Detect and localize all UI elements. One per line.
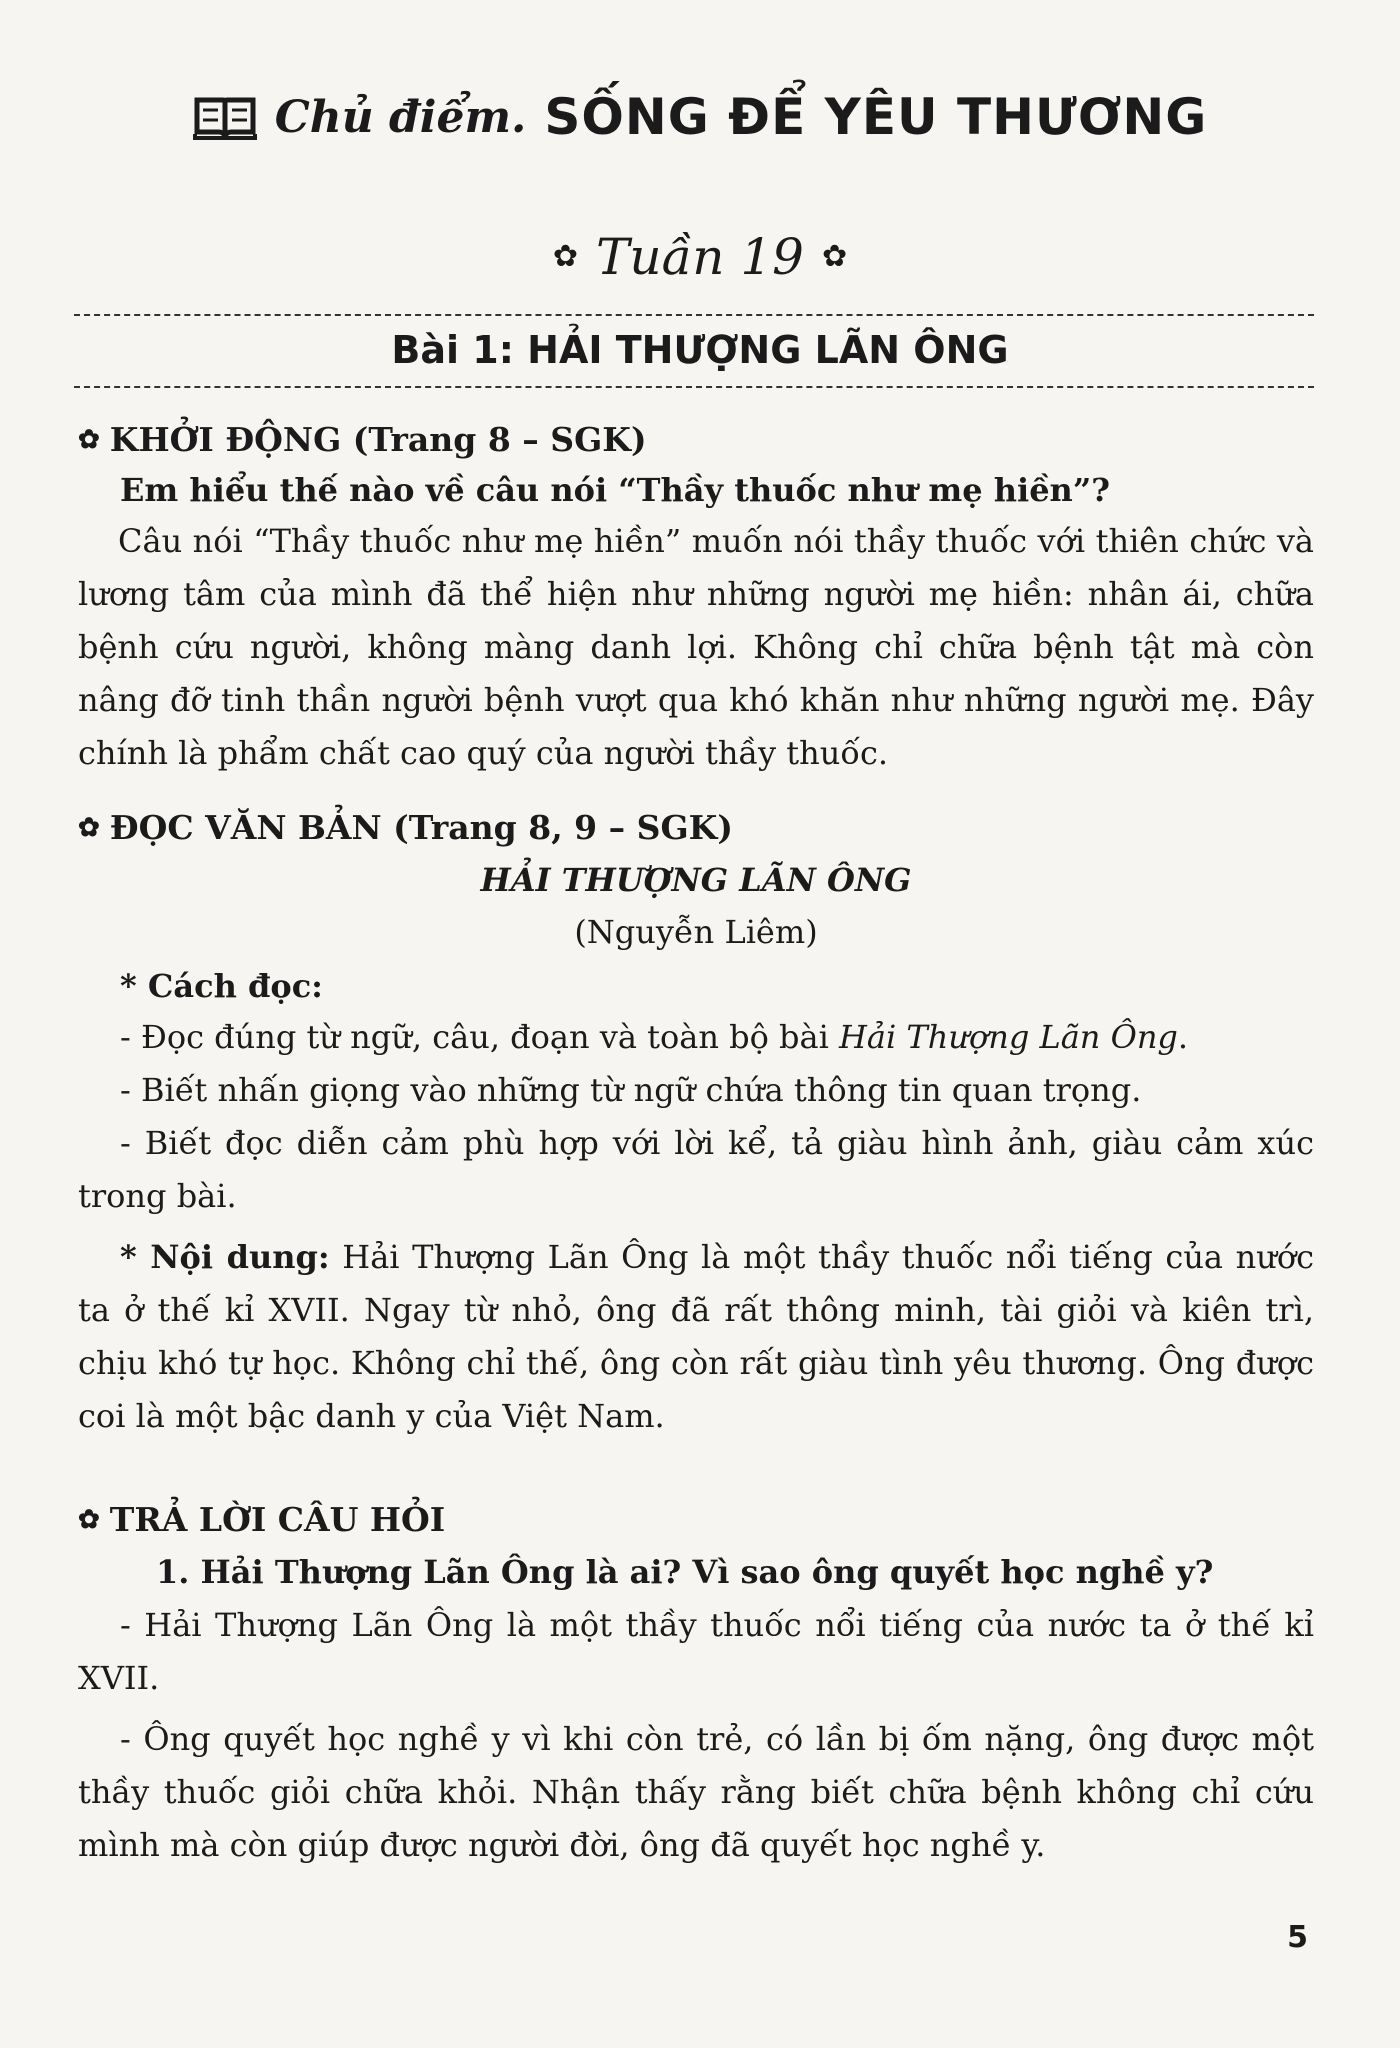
- how-item-italic: Hải Thượng Lãn Ông: [838, 1018, 1178, 1056]
- answers-heading-text: TRẢ LỜI CÂU HỎI: [109, 1500, 446, 1539]
- lesson-title: Bài 1: HẢI THƯỢNG LÃN ÔNG: [391, 328, 1009, 372]
- content-paragraph: [78, 1231, 1314, 1443]
- reading-section: [78, 808, 1314, 1443]
- theme-header: [0, 88, 1400, 146]
- reading-heading: [78, 808, 1314, 847]
- warmup-heading: [78, 420, 1314, 459]
- answer-1-part-1: - Hải Thượng Lãn Ông là một thầy thuốc nổi tiếng của nước ta ở thế kỉ XVII.: [78, 1606, 1314, 1697]
- how-item-3: - Biết đọc diễn cảm phù hợp với lời kể, tả giàu hình ảnh, giàu cảm xúc trong bài.: [78, 1124, 1314, 1215]
- week-label: Tuần 19: [596, 228, 804, 286]
- divider-bottom: [74, 386, 1314, 388]
- flower-icon: ✿: [78, 1504, 100, 1535]
- how-item-suffix: .: [1177, 1018, 1189, 1056]
- answer-1-part-2: - Ông quyết học nghề y vì khi còn trẻ, có lần bị ốm nặng, ông được một thầy thuốc giỏi chữa khỏi. Nhận thấy rằng biết chữa bệnh không chỉ cứu mình mà còn giúp được người đời, ông đã quyết học nghề y.: [78, 1720, 1314, 1864]
- warmup-question: Em hiểu thế nào về câu nói “Thầy thuốc như mẹ hiền”?: [120, 471, 1110, 509]
- text-title: HẢI THƯỢNG LÃN ÔNG: [480, 861, 912, 899]
- how-item-1: [78, 1011, 1314, 1064]
- how-item-text: - Đọc đúng từ ngữ, câu, đoạn và toàn bộ bài: [120, 1018, 839, 1056]
- warmup-heading-text: KHỞI ĐỘNG (Trang 8 – SGK): [109, 420, 647, 459]
- how-item-2: - Biết nhấn giọng vào những từ ngữ chứa thông tin quan trọng.: [120, 1071, 1142, 1109]
- flower-icon: ✿: [78, 424, 100, 455]
- flower-icon: ✿: [821, 239, 848, 274]
- week-heading: [0, 228, 1400, 286]
- divider-top: [74, 314, 1314, 316]
- warmup-answer: Câu nói “Thầy thuốc như mẹ hiền” muốn nói thầy thuốc với thiên chức và lương tâm của mình đã thể hiện như những người mẹ hiền: nhân ái, chữa bệnh cứu người, không màng danh lợi. Không chỉ chữa bệnh tật mà còn nâng đỡ tinh thần người bệnh vượt qua khó khăn như những người mẹ. Đây chính là phẩm chất cao quý của người thầy thuốc.: [78, 522, 1314, 772]
- how-to-read-label: * Cách đọc:: [120, 967, 323, 1005]
- content-text: Hải Thượng Lãn Ông là một thầy thuốc nổi tiếng của nước ta ở thế kỉ XVII. Ngay từ nhỏ, ông đã rất thông minh, tài giỏi và kiên trì, chịu khó tự học. Không chỉ thế, ông còn rất giàu tình yêu thương. Ông được coi là một bậc danh y của Việt Nam.: [78, 1238, 1315, 1435]
- reading-heading-text: ĐỌC VĂN BẢN (Trang 8, 9 – SGK): [109, 808, 733, 847]
- content-label: * Nội dung:: [120, 1238, 330, 1276]
- flower-icon: ✿: [552, 239, 579, 274]
- flower-icon: ✿: [78, 812, 100, 843]
- answers-heading: [78, 1500, 1314, 1539]
- theme-label: Chủ điểm.: [274, 91, 527, 143]
- answers-section: [78, 1500, 1314, 1872]
- theme-title: SỐNG ĐỂ YÊU THƯƠNG: [544, 88, 1208, 146]
- page-number: 5: [1287, 1920, 1308, 1955]
- text-author: (Nguyễn Liêm): [574, 913, 818, 951]
- book-icon: [193, 94, 257, 140]
- warmup-section: [78, 420, 1314, 780]
- question-1: 1. Hải Thượng Lãn Ông là ai? Vì sao ông quyết học nghề y?: [156, 1553, 1214, 1591]
